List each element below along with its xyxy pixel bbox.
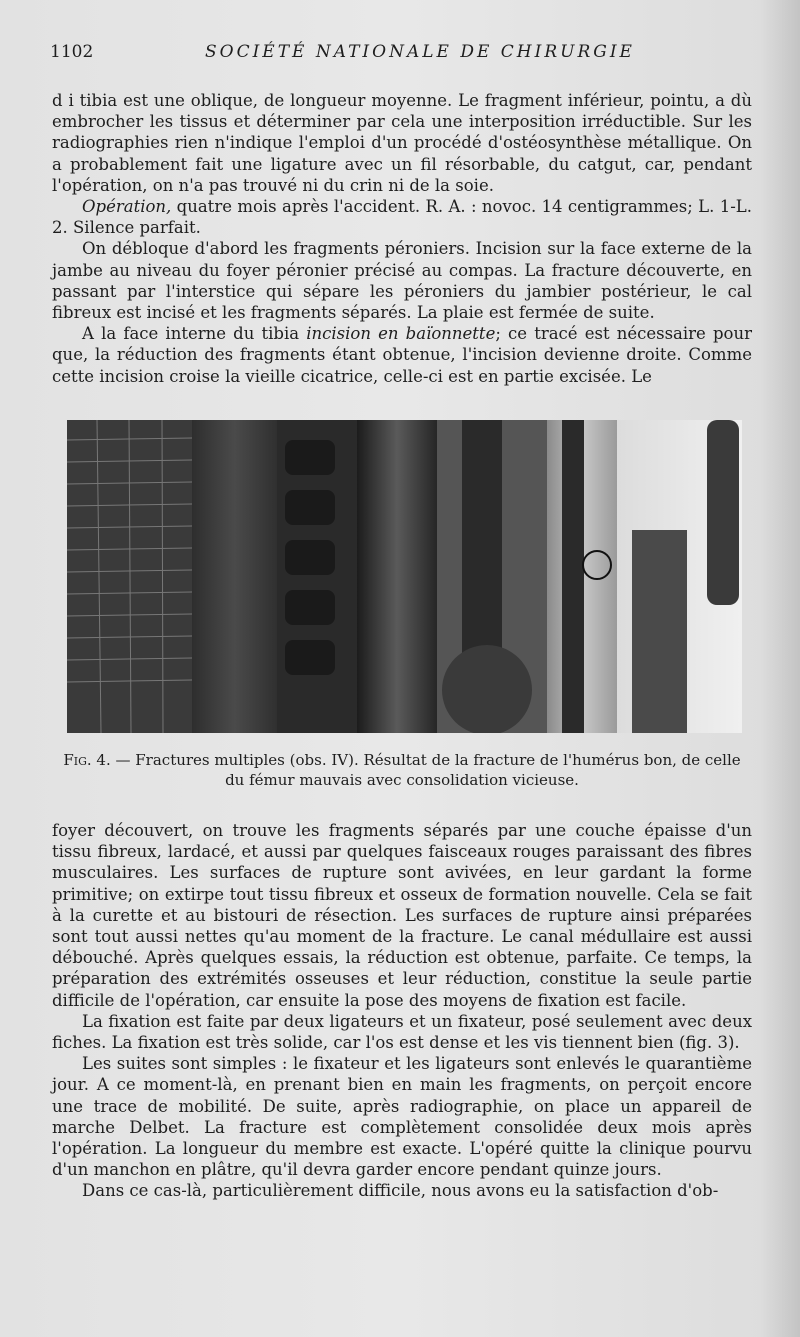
paragraph [52,323,752,387]
paragraph-text: quatre mois après l'accident. R. A. : novoc. 14 centigrammes; L. 1-L. 2. Silence parfait. [52,197,752,238]
page-header [50,42,750,66]
radiograph-figure [67,420,742,733]
paragraph-text: ; ce tracé est nécessaire pour que, la réduction des fragments étant obtenue, l'incision devienne droite. Comme cette incision croise la vieille cicatrice, celle-ci est en partie excisée. Le [52,324,752,386]
paragraph: La fixation est faite par deux ligateurs et un fixateur, posé seulement avec deux fiches. La fixation est très solide, car l'os est dense et les vis tiennent bien (fig. 3). [52,1011,752,1053]
paragraph: Les suites sont simples : le fixateur et les ligateurs sont enlevés le quarantième jour. A ce moment-là, en prenant bien en main les fragments, on perçoit encore une trace de mobilité. De suite, après radiographie, on place un appareil de marche Delbet. La fracture est complètement consolidée deux mois après l'opération. La longueur du membre est exacte. L'opéré quitte la clinique pourvu d'un manchon en plâtre, qu'il devra garder encore pendant quinze jours. [52,1054,752,1180]
paragraph [52,196,752,238]
paragraph: d i tibia est une oblique, de longueur moyenne. Le fragment inférieur, pointu, a dù embrocher les tissus et déterminer par cela une interposition irréductible. Sur les radiographies rien n'indique l'emploi d'un procédé d'ostéosynthèse métallique. On a probablement fait une ligature avec un fil résorbable, du catgut, car, pendant l'opération, on n'a pas trouvé ni du crin ni de la soie. [52,91,752,195]
paragraph: On débloque d'abord les fragments péroniers. Incision sur la face externe de la jambe au niveau du foyer péronier précisé au compas. La fracture découverte, en passant par l'interstice qui sépare les péroniers du jambier postérieur, le cal fibreux est incisé et les fragments séparés. La plaie est fermée de suite. [52,239,752,323]
radiograph-image [67,420,742,733]
figure-caption [52,750,752,790]
running-title: SOCIÉTÉ NATIONALE DE CHIRURGIE [205,42,635,62]
page-edge-shadow [760,0,800,1337]
body-text-bottom [52,820,752,1202]
caption-text: — Fractures multiples (obs. IV). Résultat de la fracture de l'humérus bon, de celle du fémur mauvais avec consolidation vicieuse. [110,751,741,789]
italic-term: incision en baïonnette [306,324,496,344]
paragraph: foyer découvert, on trouve les fragments séparés par une couche épaisse d'un tissu fibreux, lardacé, et aussi par quelques faisceaux rouges paraissant des fibres musculaires. Les surfaces de rupture sont avivées, en leur gardant la forme primitive; on extirpe tout tissu fibreux et osseux de formation nouvelle. Cela se fait à la curette et au bistouri de résection. Les surfaces de rupture ainsi préparées sont tout aussi nettes qu'au moment de la fracture. Le canal médullaire est aussi débouché. Après quelques essais, la réduction est obtenue, parfaite. Ce temps, la préparation des extrémités osseuses et leur réduction, constitue la seule partie difficile de l'opération, car ensuite la pose des moyens de fixation est facile. [52,821,752,1010]
paragraph-text: A la face interne du tibia [82,324,307,344]
body-text-top [52,90,752,387]
figure-label: Fig. 4. [63,751,111,769]
page-number: 1102 [50,42,94,62]
paragraph: Dans ce cas-là, particulièrement difficile, nous avons eu la satisfaction d'ob- [82,1181,719,1201]
italic-term: Opération, [82,197,172,217]
